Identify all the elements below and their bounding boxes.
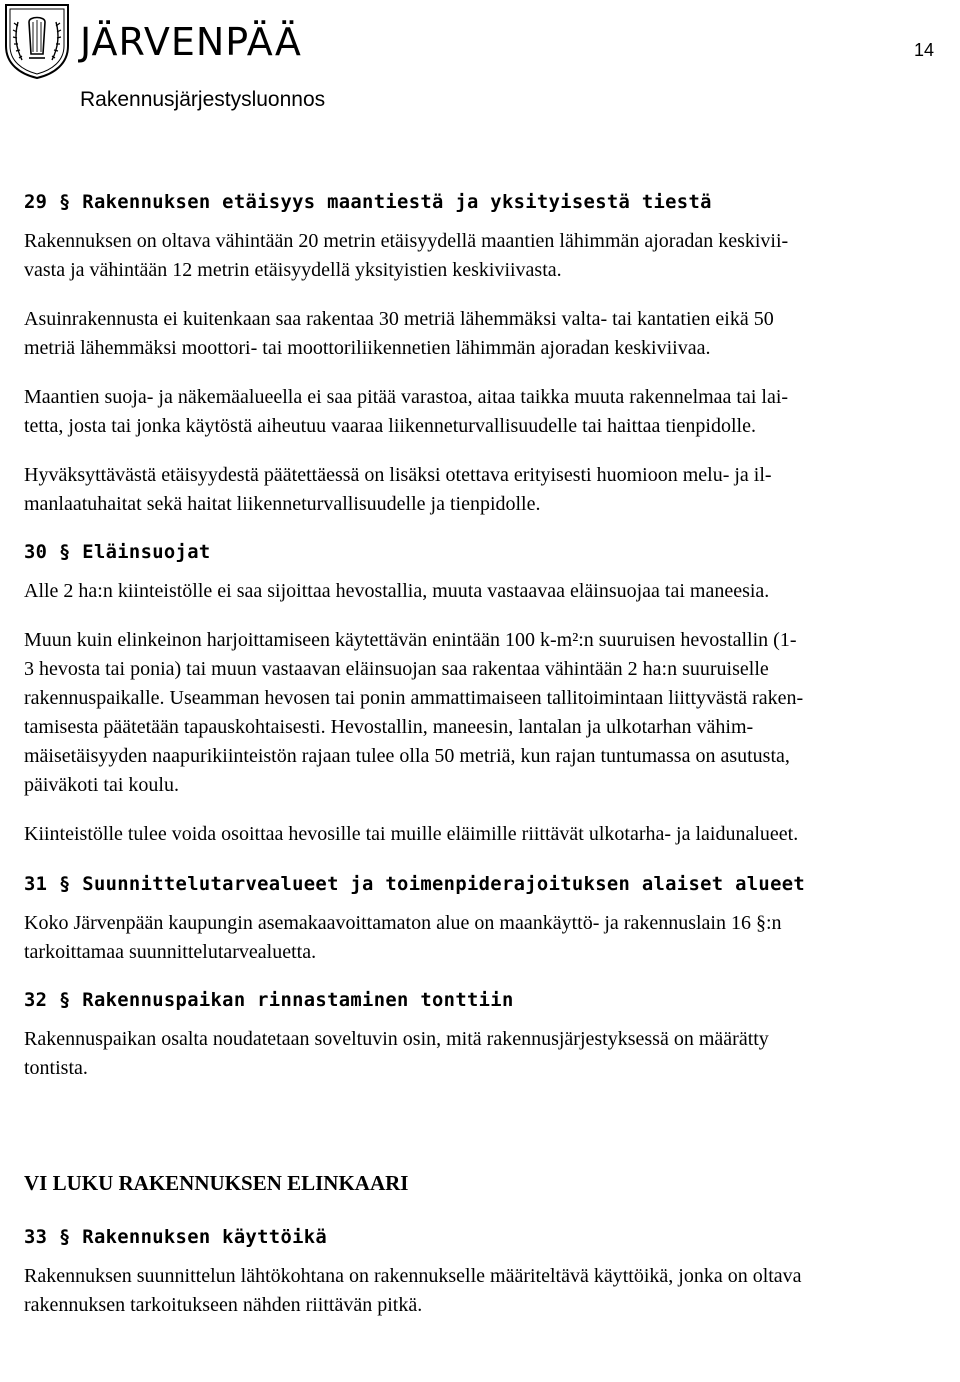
section-32-paragraph-1 xyxy=(24,1025,954,1083)
text-line: rakennuspaikalle. Useamman hevosen tai ponin ammattimaiseen tallitoimintaan liittyvästä raken- xyxy=(24,687,804,709)
section-29-paragraph-4 xyxy=(24,461,954,519)
text-line: päiväkoti tai koulu. xyxy=(24,774,179,796)
page-number: 14 xyxy=(913,40,934,60)
document-subtitle: Rakennusjärjestysluonnos xyxy=(80,88,326,111)
text-line: Hyväksyttävästä etäisyydestä päätettäessä on lisäksi otettava erityisesti huomioon melu- ja il- xyxy=(24,464,772,486)
section-29-paragraph-3 xyxy=(24,383,954,441)
text-line: Muun kuin elinkeinon harjoittamiseen käytettävän enintään 100 k-m²:n suuruisen hevostallin (1- xyxy=(24,629,797,651)
spacer xyxy=(24,1103,954,1169)
section-33-heading: 33 § Rakennuksen käyttöikä xyxy=(24,1227,328,1248)
section-30-paragraph-2 xyxy=(24,626,954,800)
section-33-paragraph-1 xyxy=(24,1262,954,1320)
section-31-paragraph-1 xyxy=(24,909,954,967)
text-line: mäisetäisyyden naapurikiinteistön rajaan tulee olla 50 metriä, kun rajan tuntumassa on asutusta, xyxy=(24,745,790,767)
text-line: 3 hevosta tai ponia) tai muun vastaavan eläinsuojan saa rakentaa vähintään 2 ha:n suuruiselle xyxy=(24,658,769,680)
city-name-logo: JÄRVENPÄÄ xyxy=(80,20,302,64)
text-line: Rakennuksen on oltava vähintään 20 metrin etäisyydellä maantien lähimmän ajoradan keskivii- xyxy=(24,230,789,252)
text-line: Rakennuksen suunnittelun lähtökohtana on rakennukselle määriteltävä käyttöikä, jonka on oltava xyxy=(24,1265,802,1287)
text-line: Rakennuspaikan osalta noudatetaan soveltuvin osin, mitä rakennusjärjestyksessä on määrätty xyxy=(24,1028,769,1050)
text-line: tarkoittamaa suunnittelutarvealuetta. xyxy=(24,941,317,963)
section-30-paragraph-1: Alle 2 ha:n kiinteistölle ei saa sijoittaa hevostallia, muuta vastaavaa eläinsuojaa tai maneesia. xyxy=(24,580,770,602)
text-line: Maantien suoja- ja näkemäalueella ei saa pitää varastoa, aitaa taikka muuta rakennelmaa tai lai- xyxy=(24,386,789,408)
text-line: manlaatuhaitat sekä haitat liikenneturvallisuudelle ja tienpidolle. xyxy=(24,493,541,515)
text-line: metriä lähemmäksi moottori- tai moottoriliikennetien lähimmän ajoradan keskiviivaa. xyxy=(24,337,711,359)
document-body xyxy=(24,189,954,1340)
text-line: Koko Järvenpään kaupungin asemakaavoittamaton alue on maankäyttö- ja rakennuslain 16 §:n xyxy=(24,912,782,934)
section-31-heading: 31 § Suunnittelutarvealueet ja toimenpiderajoituksen alaiset alueet xyxy=(24,874,806,895)
section-29-heading: 29 § Rakennuksen etäisyys maantiestä ja yksityisestä tiestä xyxy=(24,192,712,213)
text-line: vasta ja vähintään 12 metrin etäisyydellä yksityistien keskiviivasta. xyxy=(24,259,562,281)
coat-of-arms-icon xyxy=(2,2,72,80)
section-30-paragraph-3: Kiinteistölle tulee voida osoittaa hevosille tai muille eläimille riittävät ulkotarha- ja laidunalueet. xyxy=(24,823,799,845)
text-line: tontista. xyxy=(24,1057,88,1079)
chapter-heading: VI LUKU RAKENNUKSEN ELINKAARI xyxy=(24,1171,409,1195)
section-30-heading: 30 § Eläinsuojat xyxy=(24,542,211,563)
text-line: tetta, josta tai jonka käytöstä aiheutuu vaaraa liikenneturvallisuudelle tai haittaa tienpidolle. xyxy=(24,415,756,437)
section-32-heading: 32 § Rakennuspaikan rinnastaminen tonttiin xyxy=(24,990,514,1011)
text-line: Asuinrakennusta ei kuitenkaan saa rakentaa 30 metriä lähemmäksi valta- tai kantatien eikä 50 xyxy=(24,308,774,330)
text-line: tamisesta päätetään tapauskohtaisesti. Hevostallin, maneesin, lantalan ja ulkotarhan vähim- xyxy=(24,716,754,738)
section-29-paragraph-2 xyxy=(24,305,954,363)
text-line: rakennuksen tarkoitukseen nähden riittävän pitkä. xyxy=(24,1294,423,1316)
page-header xyxy=(0,0,960,130)
section-29-paragraph-1 xyxy=(24,227,954,285)
